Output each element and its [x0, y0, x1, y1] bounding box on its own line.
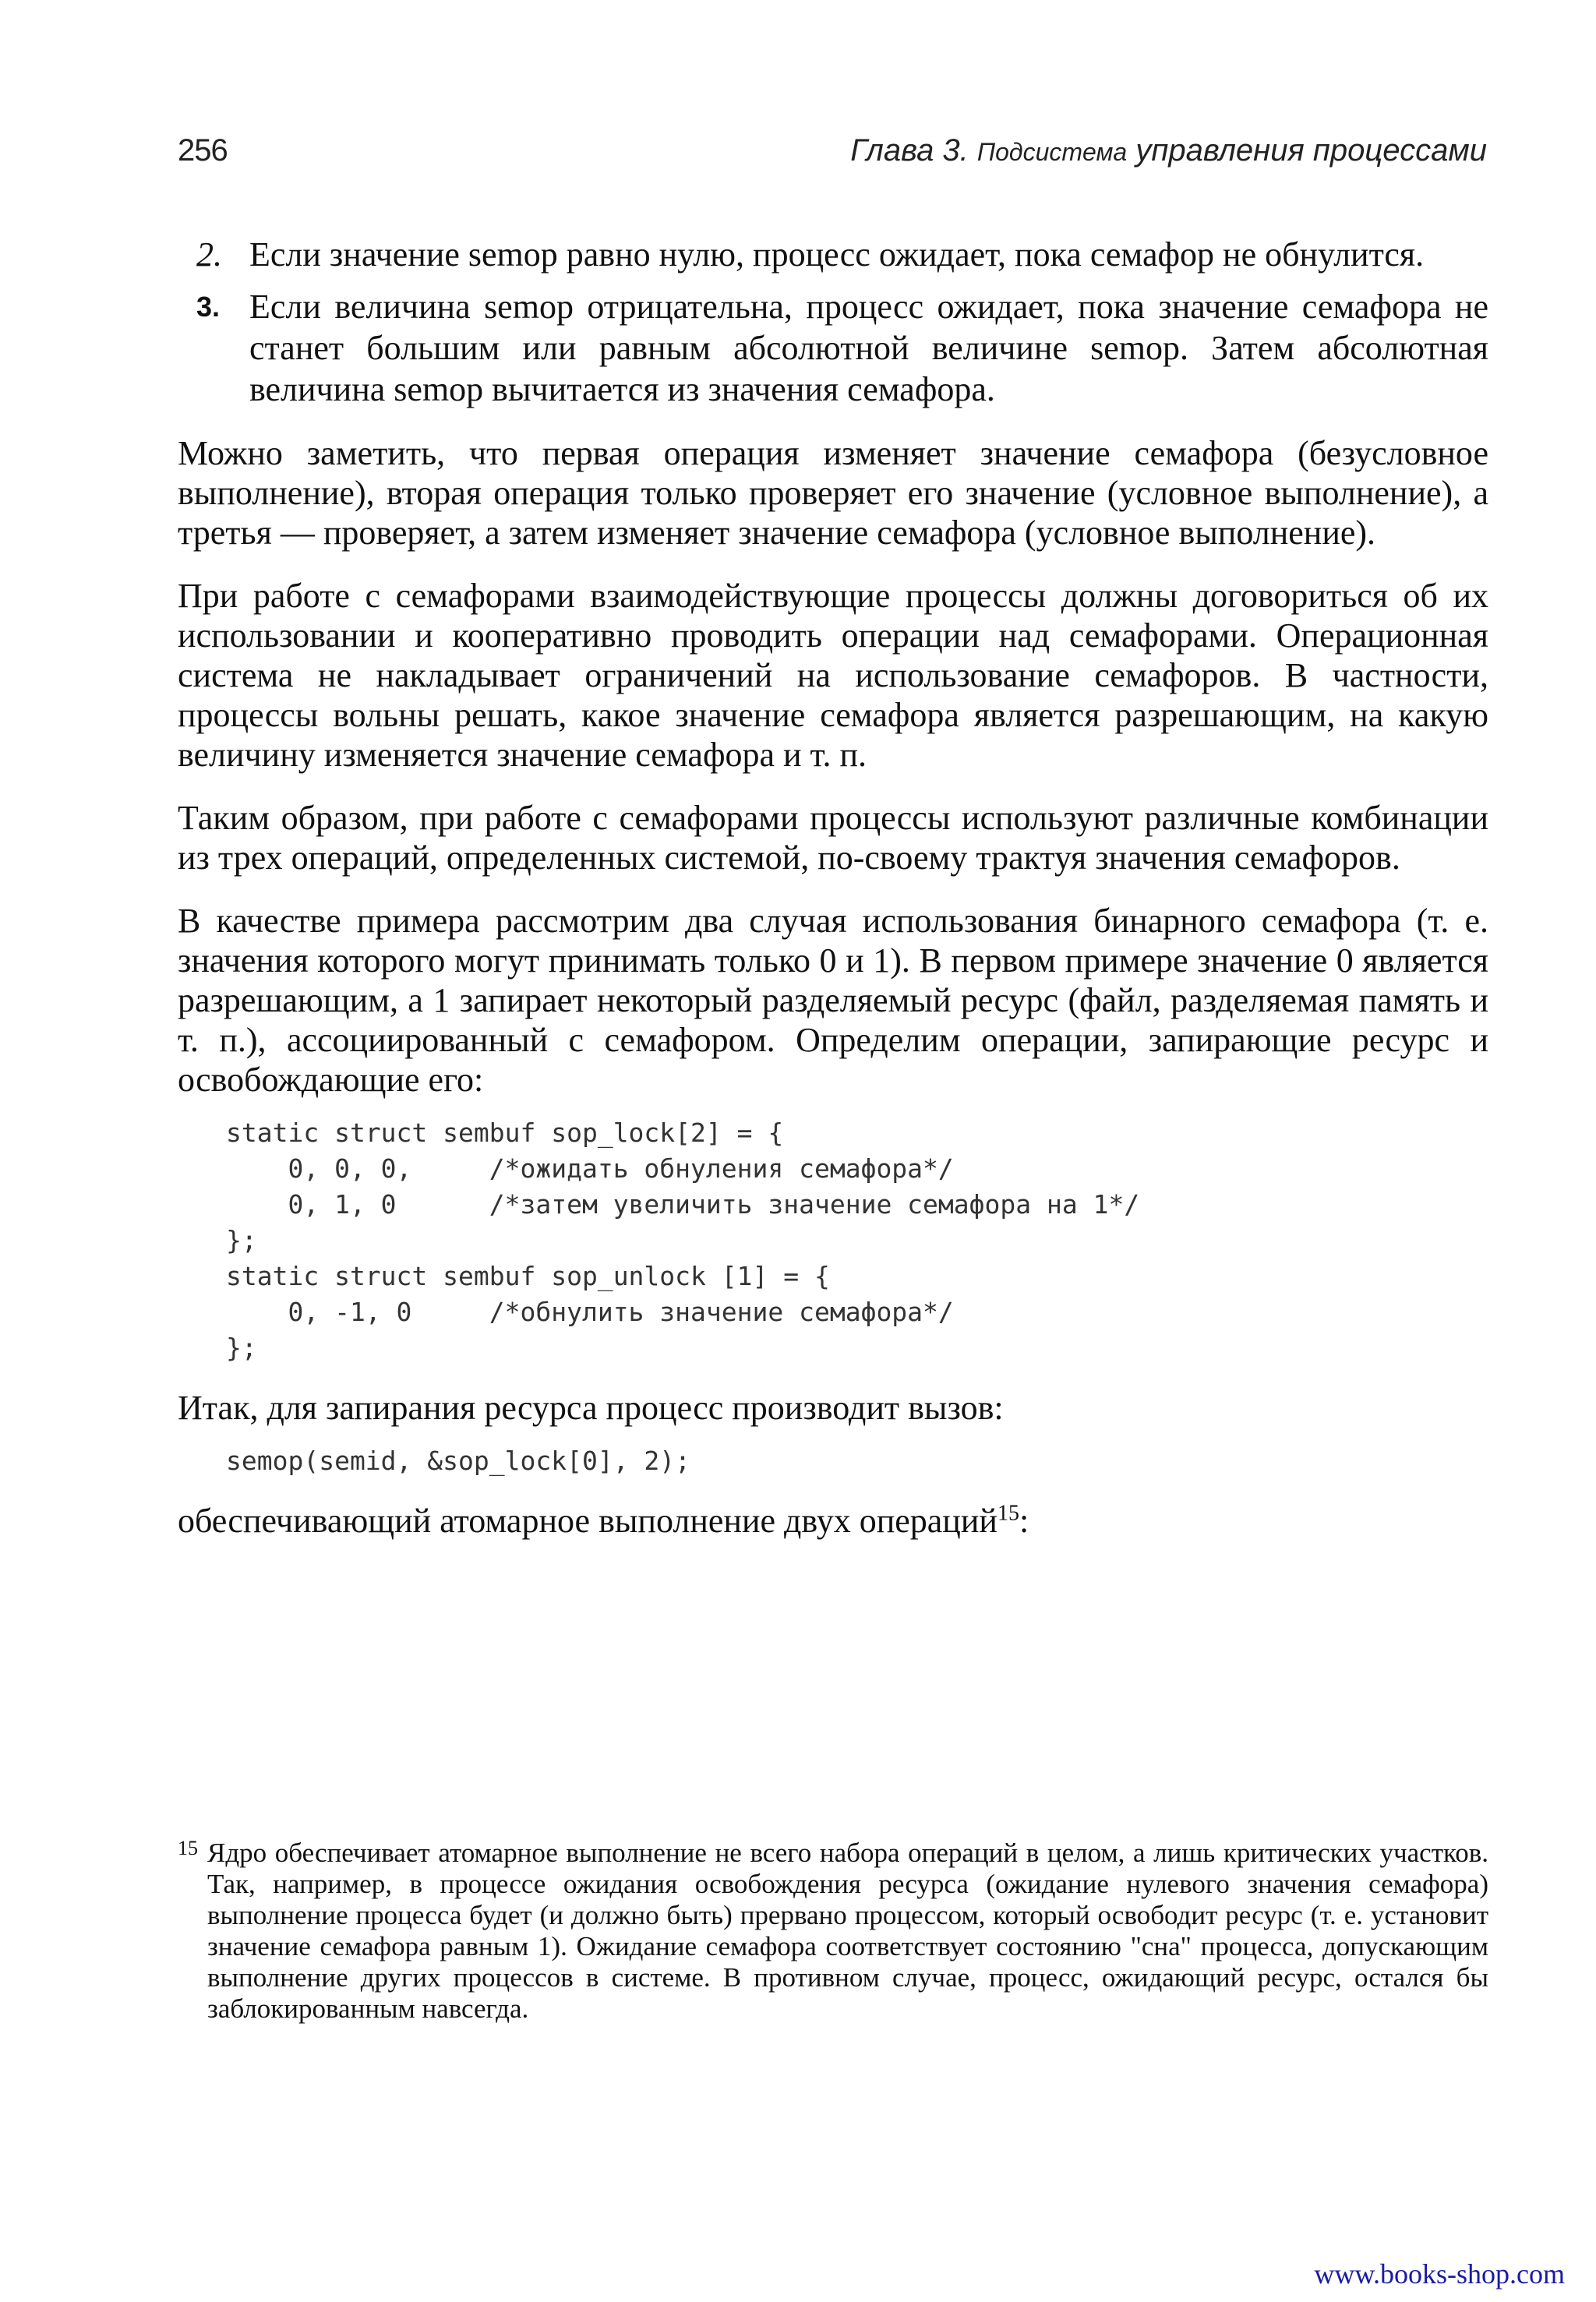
- watermark-link[interactable]: www.books-shop.com: [1314, 2258, 1565, 2290]
- closing-text: обеспечивающий атомарное выполнение двух операций: [178, 1502, 998, 1540]
- page-number: 256: [178, 133, 228, 168]
- list-text: Если величина semop отрицательна, процесс ожидает, пока значение семафора не станет большим или равным абсолютной величине semop. Затем абсолютная величина semop вычитается из значения семафора.: [249, 288, 1488, 408]
- list-text: Если значение semop равно нулю, процесс ожидает, пока семафор не обнулится.: [249, 235, 1425, 274]
- paragraph: Можно заметить, что первая операция изменяет значение семафора (безусловное выполнение), вторая операция только проверяет его значение (условное выполнение), а третья — проверяет, а затем изменяет значение семафора (условное выполнение).: [178, 434, 1488, 552]
- closing-paragraph: [178, 1501, 1488, 1541]
- footnotes: [178, 1838, 1488, 2025]
- chapter-prefix: Глава 3.: [850, 133, 977, 168]
- footnote-text: Ядро обеспечивает атомарное выполнение не всего набора операций в целом, а лишь критических участков. Так, например, в процессе ожидания освобождения ресурса (ожидание нулевого значения семафора) выполнение процесса будет (и должно быть) прервано процессом, который освободит ресурс (т. е. установит значение семафора равным 1). Ожидание семафора соответствует состоянию "сна" процесса, допускающим выполнение других процессов в системе. В противном случае, процесс, ожидающий ресурс, остался бы заблокированным навсегда.: [207, 1838, 1488, 2024]
- footnote-reference: 15: [997, 1501, 1019, 1526]
- list-item-2: [178, 234, 1488, 275]
- paragraph: Итак, для запирания ресурса процесс производит вызов:: [178, 1389, 1004, 1427]
- list-number: 2.: [196, 235, 222, 274]
- paragraph: При работе с семафорами взаимодействующие процессы должны договориться об их использовании и кооперативно проводить операции над семафорами. Операционная система не накладывает ограничений на использование семафоров. В частности, процессы вольны решать, какое значение семафора является разрешающим, на какую величину изменяется значение семафора и т. п.: [178, 577, 1488, 774]
- list-number: 3.: [196, 291, 221, 323]
- footnote-mark: 15: [178, 1837, 198, 1859]
- main-text: [178, 234, 1488, 1564]
- chapter-title: [850, 131, 1487, 171]
- chapter-rest: управления процессами: [1127, 133, 1487, 168]
- chapter-small-word: Подсистема: [976, 138, 1128, 166]
- running-head: [178, 131, 1487, 170]
- paragraph: В качестве примера рассмотрим два случая использования бинарного семафора (т. е. значения которого могут принимать только 0 и 1). В первом примере значение 0 является разрешающим, а 1 запирает некоторый разделяемый ресурс (файл, разделяемая память и т. п.), ассоциированный с семафором. Определим операции, запирающие ресурс и освобождающие его:: [178, 902, 1488, 1099]
- closing-punct: :: [1019, 1502, 1029, 1540]
- list-item-3: [178, 286, 1488, 410]
- code-block-sembuf: static struct sembuf sop_lock[2] = { 0, 0, 0, /*ожидать обнуления семафора*/ 0, 1, 0 /*затем увеличить значение семафора на 1*/ }; static struct sembuf sop_unlock [1] = { 0, -1, 0 /*обнулить значение семафора*/ };: [226, 1117, 1140, 1363]
- paragraph: Таким образом, при работе с семафорами процессы используют различные комбинации из трех операций, определенных системой, по-своему трактуя значения семафоров.: [178, 799, 1488, 877]
- code-block-semop: semop(semid, &sop_lock[0], 2);: [226, 1446, 691, 1476]
- footnote: [178, 1838, 1488, 2025]
